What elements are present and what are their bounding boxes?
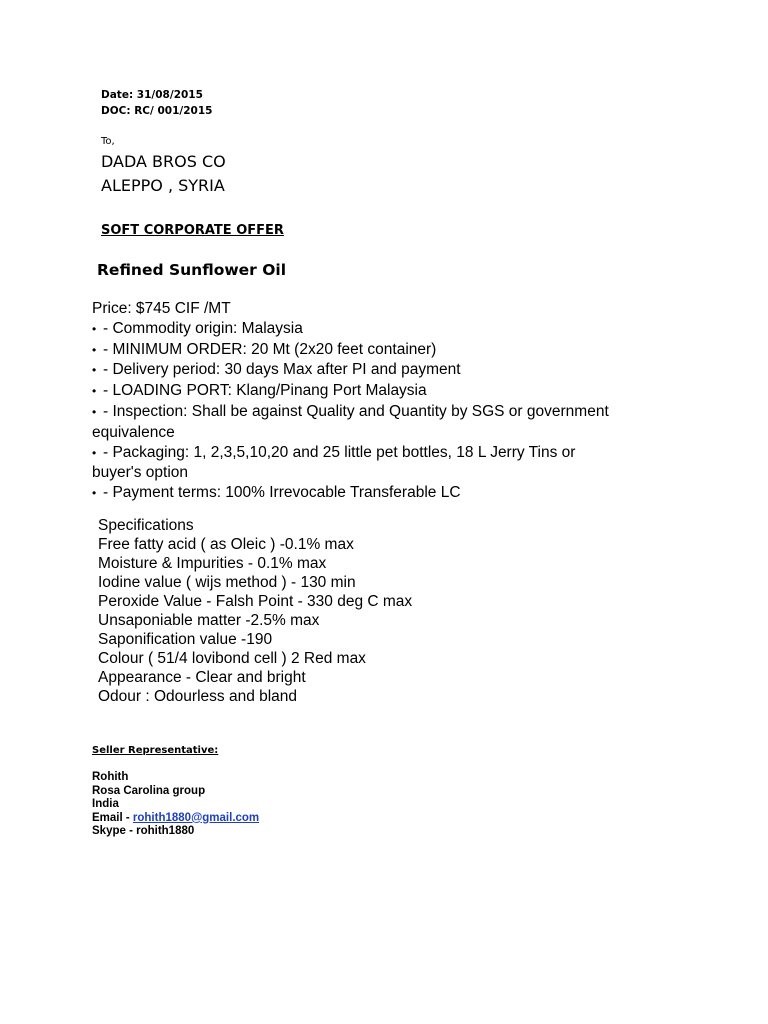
spec-item: Peroxide Value - Falsh Point - 330 deg C max — [98, 593, 413, 610]
email-label: Email - — [92, 811, 133, 824]
bullet-icon: • — [92, 363, 97, 378]
bullet-icon: • — [92, 321, 97, 336]
specifications-heading: Specifications — [98, 517, 194, 534]
seller-contact-block — [92, 771, 259, 839]
bullet-icon: • — [92, 404, 97, 419]
bullet-icon: • — [92, 445, 97, 460]
seller-email-line — [92, 812, 259, 826]
addressee-location: ALEPPO , SYRIA — [101, 176, 225, 195]
doc-reference: DOC: RC/ 001/2015 — [101, 105, 213, 117]
term-payment: • - Payment terms: 100% Irrevocable Transferable LC — [92, 483, 609, 504]
spec-item: Odour : Odourless and bland — [98, 688, 298, 705]
spec-item: Iodine value ( wijs method ) - 130 min — [98, 574, 356, 591]
product-title: Refined Sunflower Oil — [97, 261, 287, 279]
term-inspection-continuation: equivalence — [92, 423, 175, 441]
term-commodity-origin: • - Commodity origin: Malaysia — [92, 319, 609, 340]
term-delivery-period: • - Delivery period: 30 days Max after PI and payment — [92, 360, 609, 381]
bullet-icon: • — [92, 342, 97, 357]
term-packaging-continuation: buyer's option — [92, 464, 189, 482]
spec-item: Unsaponiable matter -2.5% max — [98, 612, 320, 629]
spec-item: Free fatty acid ( as Oleic ) -0.1% max — [98, 536, 354, 553]
term-minimum-order: • - MINIMUM ORDER: 20 Mt (2x20 feet container) — [92, 340, 609, 361]
bullet-icon: • — [92, 486, 97, 501]
spec-item: Appearance - Clear and bright — [98, 669, 306, 686]
seller-company: Rosa Carolina group — [92, 784, 206, 797]
spec-item: Colour ( 51/4 lovibond cell ) 2 Red max — [98, 650, 366, 667]
seller-name: Rohith — [92, 771, 129, 783]
addressee-name: DADA BROS CO — [101, 152, 226, 171]
email-link[interactable]: rohith1880@gmail.com — [132, 811, 260, 824]
spec-item: Moisture & Impurities - 0.1% max — [98, 555, 327, 572]
offer-title: SOFT CORPORATE OFFER — [101, 223, 284, 238]
term-loading-port: • - LOADING PORT: Klang/Pinang Port Malaysia — [92, 381, 609, 402]
seller-skype: Skype - rohith1880 — [92, 825, 195, 837]
bullet-icon: • — [92, 384, 97, 399]
term-packaging: • - Packaging: 1, 2,3,5,10,20 and 25 little pet bottles, 18 L Jerry Tins or — [92, 443, 609, 464]
specifications-block — [98, 516, 412, 706]
terms-block — [92, 299, 609, 504]
seller-heading: Seller Representative: — [92, 745, 219, 756]
spec-item: Saponification value -190 — [98, 631, 273, 648]
term-inspection: • - Inspection: Shall be against Quality and Quantity by SGS or government — [92, 402, 609, 423]
seller-country: India — [92, 798, 119, 810]
to-label: To, — [101, 136, 115, 147]
price-line: Price: $745 CIF /MT — [92, 300, 231, 317]
date-line: Date: 31/08/2015 — [101, 89, 203, 101]
